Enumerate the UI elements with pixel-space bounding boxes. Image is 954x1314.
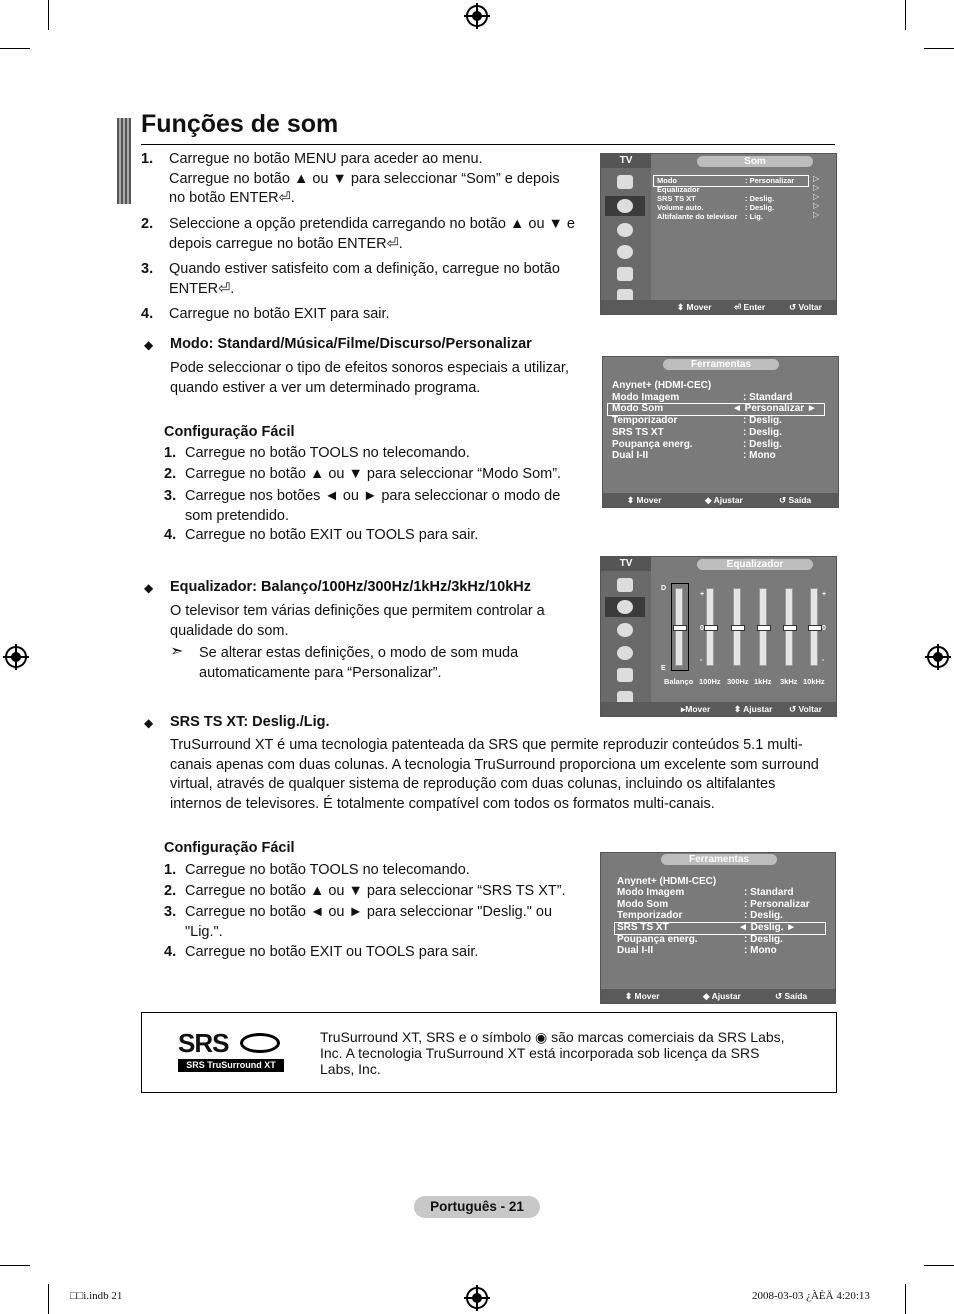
osd-footer <box>601 300 836 314</box>
step-number: 4. <box>141 306 154 322</box>
body-line: Pode seleccionar o tipo de efeitos sonoros especiais a utilizar, <box>170 360 569 376</box>
step-text: Carregue no botão MENU para aceder ao menu. <box>169 151 483 167</box>
channel-icon[interactable] <box>605 620 645 640</box>
eq-band-label: 100Hz <box>699 677 721 686</box>
srs-note-text <box>320 1029 835 1077</box>
step-number: 3. <box>164 904 177 920</box>
foot-adjust: ◆ Ajustar <box>703 991 741 1001</box>
osd-row[interactable]: Poupança energ. : Deslig. <box>612 439 782 450</box>
osd-row[interactable]: Poupança energ. : Deslig. <box>617 934 783 945</box>
eq-band-label: 3kHz <box>780 677 798 686</box>
step-number: 1. <box>141 151 154 167</box>
title-accent-bar <box>117 118 131 204</box>
print-info-left: □□i.indb 21 <box>70 1290 123 1302</box>
osd-title: Som <box>697 156 813 167</box>
osd-row[interactable]: Temporizador : Deslig. <box>612 415 782 426</box>
sound-icon[interactable] <box>605 196 645 216</box>
crop-mark <box>48 1284 49 1314</box>
osd-sound-menu <box>600 153 837 315</box>
crop-mark <box>0 48 30 49</box>
eq-band-label: 1kHz <box>754 677 772 686</box>
step-text: "Lig.". <box>185 923 223 940</box>
osd-tv-label: TV <box>601 557 651 571</box>
step-number: 2. <box>164 466 177 482</box>
eq-e-label: E <box>661 665 666 672</box>
registration-mark-icon <box>927 646 949 668</box>
section-heading-equalizer: Equalizador: Balanço/100Hz/300Hz/1kHz/3kHz/10kHz <box>170 579 532 595</box>
input-icon[interactable] <box>605 665 645 685</box>
submenu-arrow-icon: ▷ ▷ ▷ ▷ ▷ <box>813 174 820 219</box>
osd-row[interactable]: Dual I-II : Mono <box>617 945 777 956</box>
body-line: canais apenas com duas colunas. A tecnologia TruSurround proporciona um excelente som surround <box>170 756 819 773</box>
foot-enter: ⏎ Enter <box>734 302 766 312</box>
step-number: 3. <box>164 488 177 504</box>
osd-tools-menu <box>600 852 836 1004</box>
diamond-bullet-icon: ◆ <box>144 338 154 352</box>
step-text: Carregue no botão TOOLS no telecomando. <box>185 862 470 878</box>
eq-band-label: Balanço <box>664 677 694 686</box>
osd-title: Equalizador <box>697 559 813 570</box>
diamond-bullet-icon: ◆ <box>144 716 154 730</box>
note-line: TruSurround XT, SRS e o símbolo ◉ são marcas comerciais da SRS Labs, <box>320 1029 785 1045</box>
srs-logo-text: SRS <box>178 1028 229 1058</box>
note-arrow-icon: ➣ <box>170 643 184 660</box>
foot-exit: ↺ Saída <box>775 991 808 1001</box>
foot-move: ⬍ Mover <box>627 495 662 505</box>
registration-mark-icon <box>466 5 488 27</box>
note-line: Se alterar estas definições, o modo de som muda <box>199 645 519 661</box>
section-body <box>170 359 569 398</box>
step-text: Seleccione a opção pretendida carregando no botão ▲ ou ▼ e <box>169 216 575 232</box>
easy-config-heading: Configuração Fácil <box>164 424 295 440</box>
osd-row[interactable]: Modo Som ◄ Personalizar ► <box>612 403 817 414</box>
eq-plus: + <box>822 591 827 598</box>
print-info-right: 2008-03-03 ¿ÀÈÄ 4:20:13 <box>752 1290 870 1302</box>
eq-zero: 0 <box>822 625 826 632</box>
step-text: Carregue no botão ▲ ou ▼ para seleccionar “Som” e depois <box>169 170 560 187</box>
eq-slider-1khz[interactable] <box>759 588 767 666</box>
osd-tools-menu <box>602 356 839 508</box>
picture-icon[interactable] <box>605 172 645 192</box>
eq-slider-10khz[interactable] <box>810 588 818 666</box>
sound-icon[interactable] <box>605 597 645 617</box>
step-number: 2. <box>164 883 177 899</box>
step-text: som pretendido. <box>185 507 289 524</box>
eq-band-label: 300Hz <box>727 677 749 686</box>
srs-logo <box>178 1029 284 1071</box>
easy-config-heading: Configuração Fácil <box>164 840 295 856</box>
body-line: quando estiver a ver um determinado programa. <box>170 379 481 396</box>
step-text: Carregue no botão EXIT ou TOOLS para sair. <box>185 527 479 543</box>
osd-row[interactable]: Temporizador : Deslig. <box>617 910 783 921</box>
note-line: automaticamente para “Personalizar”. <box>199 664 442 681</box>
step-text: Carregue no botão ▲ ou ▼ para seleccionar “SRS TS XT”. <box>185 883 566 899</box>
body-line: internos de televisores. É totalmente compatível com todos os formatos multi-canais. <box>170 795 715 812</box>
osd-row[interactable]: SRS TS XT ◄ Deslig. ► <box>617 922 797 933</box>
page-title: Funções de som <box>141 110 339 138</box>
osd-tv-label: TV <box>601 154 651 168</box>
step-number: 4. <box>164 527 177 543</box>
page-number-badge: Português - 21 <box>414 1196 540 1218</box>
eq-d-label: D <box>661 585 667 592</box>
eq-zero: 0 <box>700 625 704 632</box>
osd-title: Ferramentas <box>663 359 779 370</box>
picture-icon[interactable] <box>605 575 645 595</box>
osd-row[interactable]: Modo Imagem : Standard <box>612 392 793 403</box>
diamond-bullet-icon: ◆ <box>144 581 154 595</box>
step-text: Carregue no botão EXIT ou TOOLS para sair. <box>185 944 479 960</box>
step-number: 3. <box>141 261 154 277</box>
srs-logo-sub: SRS TruSurround XT <box>178 1059 284 1072</box>
foot-exit: ↺ Saída <box>779 495 812 505</box>
osd-footer <box>603 493 838 507</box>
osd-row[interactable]: Anynet+ (HDMI-CEC) <box>617 876 717 887</box>
channel-icon[interactable] <box>605 220 645 240</box>
osd-footer <box>601 702 836 716</box>
foot-back: ↺ Voltar <box>789 302 822 312</box>
step-text: Carregue no botão TOOLS no telecomando. <box>185 445 470 461</box>
body-line: virtual, através de qualquer sistema de reprodução com duas colunas, incluindo os altifalantes <box>170 776 776 792</box>
eq-slider-300hz[interactable] <box>733 588 741 666</box>
note-text <box>199 644 518 683</box>
osd-row[interactable]: Volume auto. : Deslig. <box>657 203 775 212</box>
crop-mark <box>924 48 954 49</box>
crop-mark <box>905 0 906 30</box>
crop-mark <box>905 1284 906 1314</box>
section-body <box>170 736 840 814</box>
step-text: ENTER⏎. <box>169 280 235 297</box>
osd-row[interactable]: Modo Som : Personalizar <box>617 899 810 910</box>
osd-row[interactable]: Altifalante do televisor : Lig. <box>657 212 763 221</box>
foot-back: ↺ Voltar <box>789 704 822 714</box>
section-heading-mode: Modo: Standard/Música/Filme/Discurso/Personalizar <box>170 336 532 352</box>
setup-icon[interactable] <box>605 242 645 262</box>
step-text: Carregue nos botões ◄ ou ► para seleccionar o modo de <box>185 488 561 504</box>
step-number: 4. <box>164 944 177 960</box>
eq-minus: - <box>822 657 825 664</box>
step-text: Quando estiver satisfeito com a definição, carregue no botão <box>169 261 560 277</box>
foot-adjust: ⬍ Ajustar <box>734 704 773 714</box>
osd-title: Ferramentas <box>661 854 777 865</box>
osd-footer <box>601 989 835 1003</box>
eq-band-label: 10kHz <box>803 677 825 686</box>
note-line: Labs, Inc. <box>320 1061 381 1077</box>
body-line: qualidade do som. <box>170 622 289 639</box>
step-number: 1. <box>164 862 177 878</box>
setup-icon[interactable] <box>605 643 645 663</box>
step-text: Carregue no botão ◄ ou ► para seleccionar "Deslig." ou <box>185 904 553 920</box>
eq-plus: + <box>700 591 705 598</box>
eq-slider-100hz[interactable] <box>706 588 714 666</box>
crop-mark <box>48 0 49 30</box>
foot-move: ▸Mover <box>681 704 711 714</box>
step-text: Carregue no botão ▲ ou ▼ para seleccionar “Modo Som”. <box>185 466 562 482</box>
step-number: 1. <box>164 445 177 461</box>
foot-move: ⬍ Mover <box>625 991 660 1001</box>
eq-slider-3khz[interactable] <box>785 588 793 666</box>
step-text: depois carregue no botão ENTER⏎. <box>169 235 403 252</box>
eq-minus: - <box>700 657 703 664</box>
srs-trademark-box <box>141 1012 837 1093</box>
osd-row[interactable]: SRS TS XT : Deslig. <box>612 427 782 438</box>
note-line: Inc. A tecnologia TruSurround XT está incorporada sob licença da SRS <box>320 1045 760 1061</box>
osd-row[interactable]: SRS TS XT : Deslig. <box>657 194 775 203</box>
title-rule <box>141 144 835 145</box>
step-number: 2. <box>141 216 154 232</box>
input-icon[interactable] <box>605 264 645 284</box>
crop-mark <box>0 1265 30 1266</box>
section-heading-srs: SRS TS XT: Deslig./Lig. <box>170 714 330 730</box>
osd-row[interactable]: Anynet+ (HDMI-CEC) <box>612 380 712 391</box>
step-text: Carregue no botão EXIT para sair. <box>169 306 390 322</box>
registration-mark-icon <box>466 1287 488 1309</box>
body-line: O televisor tem várias definições que permitem controlar a <box>170 603 545 619</box>
osd-equalizer-menu <box>600 556 837 717</box>
foot-adjust: ◆ Ajustar <box>705 495 743 505</box>
eq-slider-balance[interactable] <box>675 588 683 666</box>
registration-mark-icon <box>5 646 27 668</box>
foot-move: ⬍ Mover <box>677 302 712 312</box>
osd-row[interactable]: Modo : Personalizar <box>657 176 795 185</box>
osd-row[interactable]: Equalizador <box>657 185 700 194</box>
section-body <box>170 602 545 641</box>
srs-symbol-icon <box>240 1033 280 1053</box>
body-line: TruSurround XT é uma tecnologia patenteada da SRS que permite reproduzir conteúdos 5.1 multi- <box>170 737 803 753</box>
crop-mark <box>924 1265 954 1266</box>
step-text: no botão ENTER⏎. <box>169 190 295 206</box>
osd-row[interactable]: Dual I-II : Mono <box>612 450 776 461</box>
osd-row[interactable]: Modo Imagem : Standard <box>617 887 794 898</box>
